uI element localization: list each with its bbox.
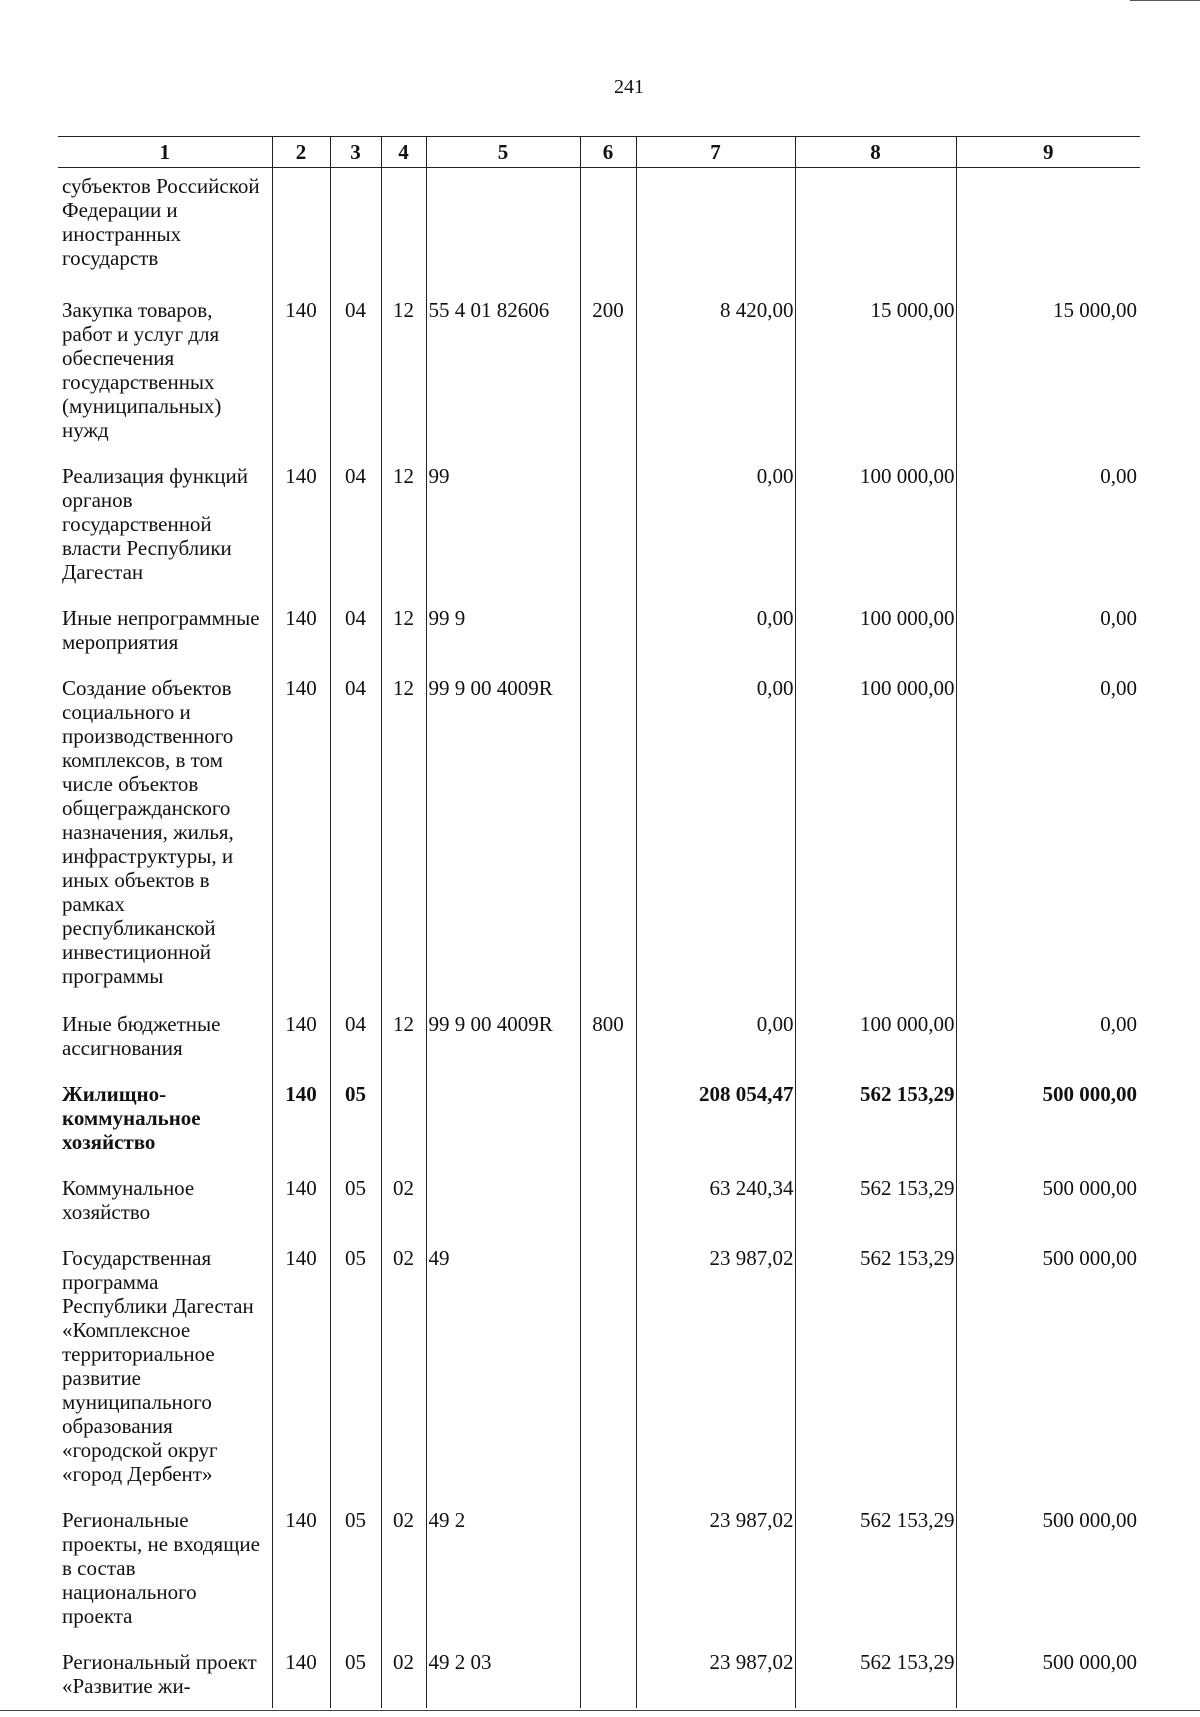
row-name: Государственная программа Республики Дагестан «Комплексное территориальное развитие муниципального образования «городской округ «город Дербент» xyxy=(62,1245,254,1486)
row-name: Коммунальное хозяйство xyxy=(62,1175,195,1224)
column-header: 6 xyxy=(580,137,636,168)
cell-c8: 562 153,29 xyxy=(795,1638,956,1708)
cell-c8: 562 153,29 xyxy=(795,1496,956,1638)
cell-c5: 49 xyxy=(426,1234,580,1496)
cell-c5: 99 xyxy=(426,452,580,594)
table-row xyxy=(58,664,1140,1000)
column-header: 9 xyxy=(956,137,1140,168)
cell-c3: 05 xyxy=(330,1070,381,1164)
cell-c3: 05 xyxy=(330,1164,381,1234)
cell-c3: 05 xyxy=(330,1234,381,1496)
cell-c2: 140 xyxy=(272,1000,330,1070)
cell-c3: 04 xyxy=(330,1000,381,1070)
cell-c3 xyxy=(330,168,381,286)
cell-c4: 12 xyxy=(381,286,426,452)
cell-c5 xyxy=(426,1070,580,1164)
budget-table-container xyxy=(58,136,1140,1708)
cell-c6: 800 xyxy=(580,1000,636,1070)
cell-c5 xyxy=(426,1164,580,1234)
cell-c7: 23 987,02 xyxy=(636,1234,795,1496)
budget-table xyxy=(58,136,1140,1708)
cell-c6 xyxy=(580,1070,636,1164)
cell-c2: 140 xyxy=(272,664,330,1000)
cell-c4: 12 xyxy=(381,452,426,594)
cell-c6 xyxy=(580,1164,636,1234)
cell-c7: 0,00 xyxy=(636,452,795,594)
table-row xyxy=(58,1000,1140,1070)
cell-c4: 02 xyxy=(381,1496,426,1638)
cell-c9: 0,00 xyxy=(956,664,1140,1000)
cell-c8: 562 153,29 xyxy=(795,1164,956,1234)
cell-c2: 140 xyxy=(272,1164,330,1234)
cell-c4 xyxy=(381,168,426,286)
row-name: Закупка товаров, работ и услуг для обеспечения государственных (муниципальных) нужд xyxy=(62,297,222,442)
cell-c8: 562 153,29 xyxy=(795,1070,956,1164)
cell-c8: 100 000,00 xyxy=(795,594,956,664)
cell-c9: 0,00 xyxy=(956,1000,1140,1070)
column-header: 4 xyxy=(381,137,426,168)
cell-c6 xyxy=(580,1234,636,1496)
table-row xyxy=(58,1638,1140,1708)
row-name: Региональные проекты, не входящие в состав национального проекта xyxy=(62,1507,260,1628)
cell-c8: 100 000,00 xyxy=(795,664,956,1000)
cell-c9: 0,00 xyxy=(956,452,1140,594)
cell-c2: 140 xyxy=(272,594,330,664)
cell-c9: 500 000,00 xyxy=(956,1164,1140,1234)
row-name: Иные непрограммные мероприятия xyxy=(62,605,260,654)
cell-c6 xyxy=(580,452,636,594)
cell-c9: 500 000,00 xyxy=(956,1496,1140,1638)
row-name: Жилищно-коммунальное хозяйство xyxy=(62,1081,201,1154)
cell-c6 xyxy=(580,168,636,286)
cell-c9: 500 000,00 xyxy=(956,1638,1140,1708)
cell-c6 xyxy=(580,1638,636,1708)
cell-c6: 200 xyxy=(580,286,636,452)
cell-c4: 02 xyxy=(381,1234,426,1496)
cell-c5 xyxy=(426,168,580,286)
cell-c7: 8 420,00 xyxy=(636,286,795,452)
table-row xyxy=(58,168,1140,286)
cell-c6 xyxy=(580,664,636,1000)
cell-c8: 100 000,00 xyxy=(795,1000,956,1070)
table-row xyxy=(58,1496,1140,1638)
cell-c9: 0,00 xyxy=(956,594,1140,664)
cell-c9: 500 000,00 xyxy=(956,1234,1140,1496)
column-header: 1 xyxy=(58,137,272,168)
page-bottom-edge xyxy=(0,1710,1200,1711)
cell-c7: 0,00 xyxy=(636,664,795,1000)
cell-c8 xyxy=(795,168,956,286)
scan-edge-mark xyxy=(1130,0,1200,1)
cell-c4: 12 xyxy=(381,594,426,664)
row-name: Иные бюджетные ассигнования xyxy=(62,1011,221,1060)
cell-c5: 55 4 01 82606 xyxy=(426,286,580,452)
table-row xyxy=(58,286,1140,452)
cell-c3: 04 xyxy=(330,664,381,1000)
column-header: 8 xyxy=(795,137,956,168)
cell-c7: 0,00 xyxy=(636,1000,795,1070)
cell-c5: 99 9 00 4009R xyxy=(426,1000,580,1070)
cell-c9: 500 000,00 xyxy=(956,1070,1140,1164)
cell-c7 xyxy=(636,168,795,286)
cell-c5: 99 9 00 4009R xyxy=(426,664,580,1000)
cell-c4 xyxy=(381,1070,426,1164)
cell-c3: 05 xyxy=(330,1638,381,1708)
table-row xyxy=(58,1070,1140,1164)
row-name: Реализация функций органов государственной власти Республики Дагестан xyxy=(62,463,248,584)
cell-c2: 140 xyxy=(272,1070,330,1164)
column-header: 5 xyxy=(426,137,580,168)
cell-c7: 63 240,34 xyxy=(636,1164,795,1234)
table-row xyxy=(58,1234,1140,1496)
cell-c5: 49 2 03 xyxy=(426,1638,580,1708)
cell-c4: 12 xyxy=(381,1000,426,1070)
column-header: 7 xyxy=(636,137,795,168)
cell-c8: 100 000,00 xyxy=(795,452,956,594)
cell-c2: 140 xyxy=(272,452,330,594)
column-header: 2 xyxy=(272,137,330,168)
cell-c2: 140 xyxy=(272,1638,330,1708)
cell-c9: 15 000,00 xyxy=(956,286,1140,452)
page-number: 241 xyxy=(614,76,644,98)
cell-c4: 12 xyxy=(381,664,426,1000)
cell-c6 xyxy=(580,594,636,664)
table-row xyxy=(58,594,1140,664)
cell-c2: 140 xyxy=(272,286,330,452)
row-name: Региональный проект «Развитие жи- xyxy=(62,1649,257,1698)
cell-c3: 04 xyxy=(330,286,381,452)
cell-c4: 02 xyxy=(381,1164,426,1234)
cell-c7: 23 987,02 xyxy=(636,1638,795,1708)
cell-c3: 04 xyxy=(330,594,381,664)
cell-c7: 0,00 xyxy=(636,594,795,664)
row-name: субъектов Российской Федерации и иностранных государств xyxy=(62,174,260,270)
cell-c8: 15 000,00 xyxy=(795,286,956,452)
table-row xyxy=(58,452,1140,594)
cell-c5: 99 9 xyxy=(426,594,580,664)
cell-c3: 04 xyxy=(330,452,381,594)
cell-c2: 140 xyxy=(272,1234,330,1496)
row-name: Создание объектов социального и производственного комплексов, в том числе объектов общегражданского назначения, жилья, инфраструктуры, и иных объектов в рамках республиканской инвестиционной программы xyxy=(62,675,234,988)
cell-c9 xyxy=(956,168,1140,286)
table-row xyxy=(58,1164,1140,1234)
cell-c3: 05 xyxy=(330,1496,381,1638)
table-header-row xyxy=(58,137,1140,168)
cell-c2 xyxy=(272,168,330,286)
cell-c5: 49 2 xyxy=(426,1496,580,1638)
column-header: 3 xyxy=(330,137,381,168)
cell-c4: 02 xyxy=(381,1638,426,1708)
cell-c6 xyxy=(580,1496,636,1638)
cell-c7: 208 054,47 xyxy=(636,1070,795,1164)
cell-c8: 562 153,29 xyxy=(795,1234,956,1496)
cell-c7: 23 987,02 xyxy=(636,1496,795,1638)
cell-c2: 140 xyxy=(272,1496,330,1638)
